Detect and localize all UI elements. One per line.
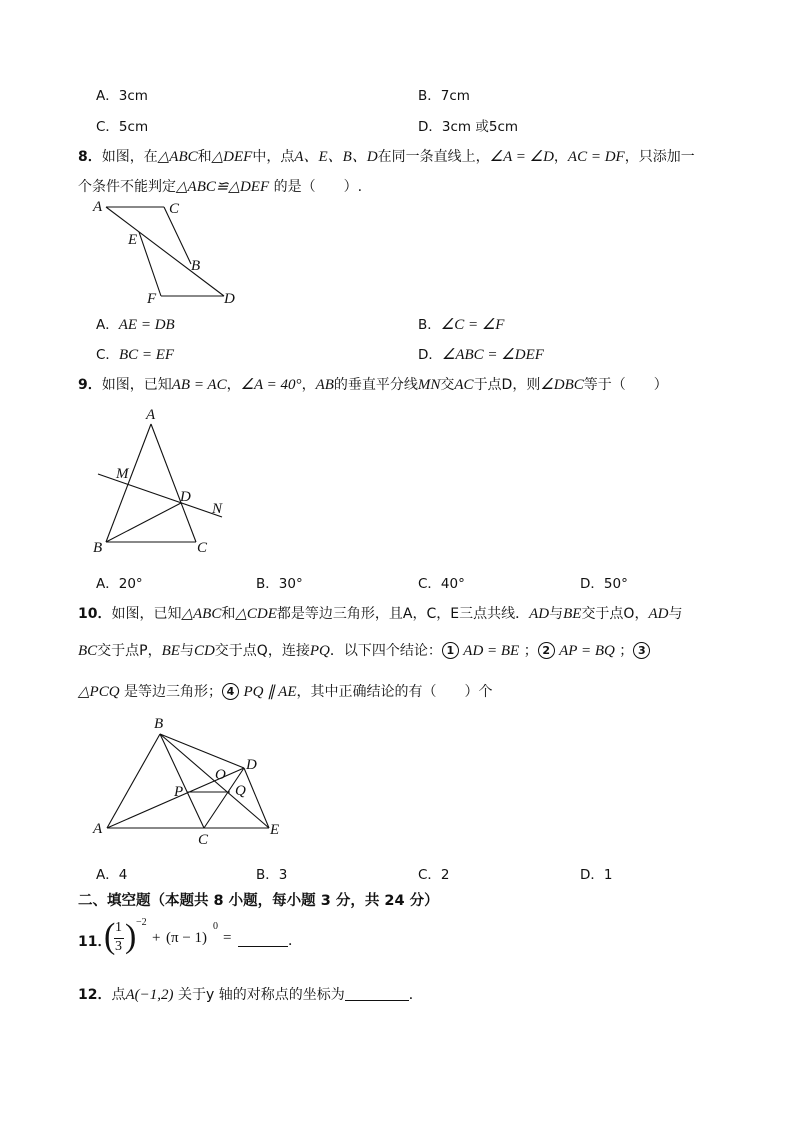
q7-option-a: A．3cm (96, 88, 148, 104)
q10-text: 交于点Q，连接 (214, 643, 310, 659)
q10-math: △ABC (181, 606, 222, 622)
q11-exponent-1: −2 (136, 917, 147, 928)
q9-text: 等于（ ） (583, 377, 668, 393)
q9-text: ， (301, 377, 316, 393)
q10-option-c: C．2 (418, 867, 450, 883)
q11-right-paren: ) (125, 918, 137, 955)
q9-label-d: D (180, 489, 191, 505)
q11-left-paren: ( (104, 917, 116, 956)
q10-segment-bc (160, 734, 204, 828)
q8-math: ∠A = ∠D (489, 149, 554, 165)
q9-text: 如图，已知 (101, 377, 172, 393)
q9-text: 于点D，则 (473, 377, 541, 393)
q8-text: ，只添加一 (624, 149, 695, 165)
q8-stem-line2 (78, 176, 362, 196)
q10-text: ．以下四个结论： (329, 643, 442, 659)
q10-segment-de (244, 768, 269, 828)
q10-math: PQ (309, 643, 330, 659)
q10-label-q: Q (235, 783, 246, 799)
q10-segment-ab (107, 734, 160, 828)
q12-period: ． (408, 987, 423, 1003)
q9-math: ∠DBC (540, 377, 584, 393)
q10-math: PQ ∥ AE (243, 684, 297, 700)
q8-option-b (418, 313, 504, 334)
q12-stem (78, 984, 423, 1004)
q8-option-b-label: B． (418, 317, 441, 333)
q11-answer-blank[interactable] (238, 946, 288, 947)
q8-math: △ABC (157, 149, 198, 165)
q10-label-a: A (93, 821, 103, 837)
q12-text: 关于y 轴的对称点的坐标为 (177, 987, 345, 1003)
q8-math: AC = DF (567, 149, 625, 165)
q9-label-a: A (146, 407, 156, 423)
q11-plus: + (152, 930, 161, 946)
q8-option-a-text: AE = DB (118, 317, 175, 333)
q8-option-d-label: D． (418, 347, 442, 363)
q9-stem (78, 374, 668, 394)
q8-text: 和 (197, 149, 212, 165)
q9-math: AB (315, 377, 334, 393)
q11-exponent-2: 0 (213, 921, 218, 932)
q10-text: 都是等边三角形，且A，C，E三点共线． (276, 606, 530, 622)
q7-option-d: D．3cm 或5cm (418, 119, 519, 135)
q9-label-b: B (93, 540, 103, 556)
q8-number: 8． (78, 149, 102, 165)
q10-label-d: D (246, 757, 257, 773)
q10-stem-line2 (78, 640, 650, 660)
q8-stem-line1 (78, 145, 695, 166)
q8-label-e: E (128, 232, 138, 248)
q8-label-d: D (224, 291, 235, 307)
q11-frac-denominator: 3 (115, 939, 122, 954)
q8-segment-ef (139, 232, 161, 296)
q9-math: AC (454, 377, 474, 393)
q9-segment-ab (106, 424, 151, 542)
q10-figure (88, 712, 298, 852)
q8-option-c (96, 343, 174, 364)
q10-text: 交于点O， (581, 606, 649, 622)
q9-text: ， (226, 377, 241, 393)
q10-math: BC (78, 643, 98, 659)
q8-text: 的是（ ）. (273, 179, 363, 195)
q11-equals: = (223, 930, 232, 946)
q10-stem-line1 (78, 603, 682, 623)
q10-text: ，其中正确结论的有（ ）个 (296, 684, 493, 700)
q10-circled-number-2: 2 (538, 642, 555, 659)
q10-text: 和 (221, 606, 236, 622)
q10-text: ； (523, 643, 538, 659)
q8-segment-ad (106, 207, 224, 296)
q10-label-o: O (215, 767, 226, 783)
q9-segment-ac (151, 424, 196, 542)
q10-text: 与 (549, 606, 564, 622)
q8-label-a: A (93, 199, 103, 215)
q10-option-d: D．1 (580, 867, 613, 883)
q9-option-d: D．50° (580, 576, 628, 592)
q10-math: AD = BE (463, 643, 520, 659)
q12-math: A(−1,2) (125, 987, 174, 1003)
q10-circled-number-3: 3 (633, 642, 650, 659)
q10-number: 10． (78, 606, 112, 622)
q10-label-e: E (270, 822, 280, 838)
q10-text: 如图，已知 (111, 606, 182, 622)
q9-math: ∠A = 40° (240, 377, 302, 393)
q8-option-a-label: A． (96, 317, 119, 333)
q10-math: BE (563, 606, 582, 622)
q9-option-b: B．30° (256, 576, 303, 592)
q10-segment-bd (160, 734, 244, 768)
q9-number: 9． (78, 377, 102, 393)
q9-math: AB = AC (171, 377, 227, 393)
q12-number: 12． (78, 987, 112, 1003)
q8-label-f: F (147, 291, 157, 307)
q9-segment-bd (106, 503, 181, 542)
q8-text: 如图，在 (101, 149, 158, 165)
q9-option-c: C．40° (418, 576, 465, 592)
q11 (78, 918, 398, 966)
q8-figure (88, 196, 248, 308)
q8-option-c-text: BC = EF (118, 347, 175, 363)
q9-label-n: N (212, 501, 223, 517)
q8-text: 在同一条直线上， (377, 149, 490, 165)
q8-label-b: B (191, 258, 201, 274)
q11-paren-expression: (π − 1) (166, 930, 208, 946)
q8-text: 中，点 (252, 149, 295, 165)
q8-math: A、E、B、D (294, 149, 378, 165)
q11-frac-numerator: 1 (115, 920, 122, 935)
q10-math: AD (529, 606, 550, 622)
q10-option-a: A．4 (96, 867, 128, 883)
q8-option-b-text: ∠C = ∠F (440, 317, 505, 333)
q10-label-b: B (154, 716, 164, 732)
q10-math: AD (648, 606, 669, 622)
q10-math: △CDE (235, 606, 277, 622)
q7-option-b: B．7cm (418, 88, 470, 104)
q8-option-d-text: ∠ABC = ∠DEF (441, 347, 544, 363)
q9-label-m: M (116, 466, 129, 482)
q9-option-a: A．20° (96, 576, 143, 592)
q8-math: △DEF (211, 149, 253, 165)
q8-option-d (418, 343, 544, 364)
q12-answer-blank[interactable] (345, 986, 409, 1001)
q8-text: 个条件不能判定 (78, 179, 176, 195)
q9-text: 交 (440, 377, 455, 393)
q8-option-c-label: C． (96, 347, 119, 363)
q10-math: △PCQ (78, 684, 120, 700)
q9-figure (86, 402, 236, 558)
q8-math: △ABC≌△DEF (176, 179, 270, 195)
q8-text: ， (553, 149, 568, 165)
q11-number: 11． (78, 934, 112, 950)
q10-circled-number-1: 1 (442, 642, 459, 659)
q10-option-b: B．3 (256, 867, 288, 883)
q10-math: CD (193, 643, 215, 659)
q9-label-c: C (197, 540, 208, 556)
q10-math: AP = BQ (559, 643, 615, 659)
q12-text: 点 (111, 987, 126, 1003)
section-2-title: 二、填空题（本题共 8 小题，每小题 3 分，共 24 分） (78, 893, 439, 909)
q10-text: ； (619, 643, 634, 659)
q11-period: ． (288, 933, 302, 949)
q10-label-p: P (174, 784, 184, 800)
q9-text: 的垂直平分线 (333, 377, 418, 393)
q8-label-c: C (169, 201, 180, 217)
q10-text: 与 (179, 643, 194, 659)
q10-stem-line3 (78, 681, 493, 701)
q10-text: 交于点P， (97, 643, 162, 659)
q7-option-c: C．5cm (96, 119, 149, 135)
q10-math: BE (161, 643, 180, 659)
q10-text: 是等边三角形； (124, 684, 222, 700)
q10-label-c: C (198, 832, 209, 848)
q10-circled-number-4: 4 (222, 683, 239, 700)
q10-text: 与 (668, 606, 683, 622)
q9-math: MN (417, 377, 441, 393)
q8-option-a (96, 313, 175, 334)
